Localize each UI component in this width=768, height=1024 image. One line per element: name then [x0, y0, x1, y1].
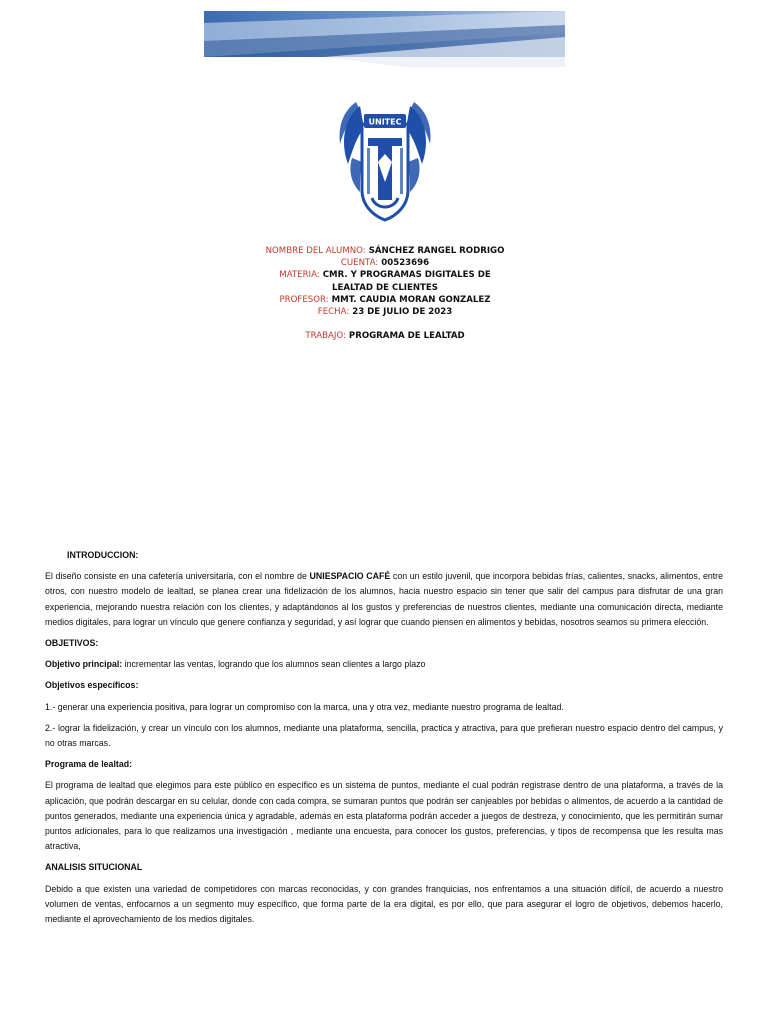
date-value: 23 DE JULIO DE 2023 — [352, 307, 453, 318]
program-heading: Programa de lealtad: — [45, 759, 133, 770]
subject-line — [240, 269, 530, 293]
student-label: NOMBRE DEL ALUMNO: — [265, 246, 366, 256]
account-line — [240, 257, 530, 269]
intro-text-after: con un estilo juvenil, que incorpora bebidas frías, calientes, snacks, alimentos, entre otros, con nuestro modelo de lealtad, se planea crear una fidelización de los alumnos, hacia nuestro espacio sin tener que salir del campus para disfrutar de una gran experiencia, mejorando nuestra relación con los clientes, y adaptándonos al los gustos y preferencias de nuestros clientes, mediante una comunicación directa, mediante medios digitales, para lograr un vínculo que genere confianza y seguridad, y así lograr que cuando piensen en alimentos y bebidas, nosotros seamos su primera elección. — [45, 571, 723, 627]
teacher-value: MMT. CAUDIA MORAN GONZALEZ — [331, 294, 491, 305]
intro-paragraph — [45, 569, 723, 630]
work-value: PROGRAMA DE LEALTAD — [348, 331, 465, 342]
program-paragraph: El programa de lealtad que elegimos para este público en específico es un sistema de puntos, mediante el cual podrán registrase dentro de una plataforma, a través de la aplicación, que podrán descargar en su celular, donde con cada compra, se sumaran puntos que podrán ser canjeables por bebidas o alimentos, de acuerdo a la cantidad de puntos generados, mediante una experiencia única y agradable, además en esta plataforma podrán acceder a juegos de destreza, y conocimiento, que les permitirán sumar puntos adicionales, para lo que realizamos una investigación , mediante una encuesta, para conocer los gustos, preferencias, y tipos de recompensa que les resulta mas atractiva, — [45, 780, 723, 852]
intro-brand: UNIESPACIO CAFÉ — [309, 571, 391, 582]
date-line — [240, 306, 530, 318]
intro-heading: INTRODUCCION: — [67, 550, 139, 560]
account-value: 00523696 — [381, 258, 430, 269]
main-objective-label: Objetivo principal: — [45, 659, 123, 670]
main-objective-text: incrementar las ventas, logrando que los alumnos sean clientes a largo plazo — [122, 659, 426, 670]
specific-objective-2: 2.- lograr la fidelización, y crear un vínculo con los alumnos, mediante una plataforma, sencilla, practica y atractiva, para que prefieran nuestro espacio dentro del campus, y no otras marcas. — [45, 722, 723, 749]
subject-value: CMR. Y PROGRAMAS DIGITALES DE LEALTAD DE CLIENTES — [322, 270, 491, 293]
student-value: SÁNCHEZ RANGEL RODRIGO — [368, 246, 505, 256]
university-logo — [338, 98, 432, 224]
intro-text-before: El diseño consiste en una cafetería universitaria, con el nombre de — [45, 571, 310, 582]
specific-objectives-heading: Objetivos específicos: — [45, 680, 139, 691]
objectives-heading: OBJETIVOS: — [45, 638, 99, 649]
work-line — [240, 330, 530, 342]
teacher-label: PROFESOR: — [279, 294, 329, 305]
main-objective — [45, 657, 723, 672]
student-line — [240, 245, 530, 257]
cover-info — [240, 245, 530, 342]
account-label: CUENTA: — [340, 258, 379, 269]
analysis-heading: ANALISIS SITUCIONAL — [45, 862, 143, 873]
teacher-line — [240, 294, 530, 306]
specific-objective-1: 1.- generar una experiencia positiva, para lograr un compromiso con la marca, una y otra vez, mediante nuestro programa de lealtad. — [45, 701, 564, 712]
date-label: FECHA: — [317, 307, 350, 318]
subject-label: MATERIA: — [279, 270, 320, 281]
header-banner — [204, 11, 565, 67]
logo-brand-text: UNITEC — [368, 117, 402, 127]
analysis-paragraph: Debido a que existen una variedad de competidores con marcas reconocidas, y con grandes franquicias, nos enfrentamos a una situación difícil, de acuerdo a nuestro volumen de ventas, enfocarnos a un segmento muy específico, que forma parte de la era digital, es por ello, que para asegurar el logro de objetivos, debemos hacerlo, mediante el aprovechamiento de los medios digitales. — [45, 883, 723, 925]
document-body — [45, 548, 723, 933]
work-label: TRABAJO: — [305, 331, 346, 342]
